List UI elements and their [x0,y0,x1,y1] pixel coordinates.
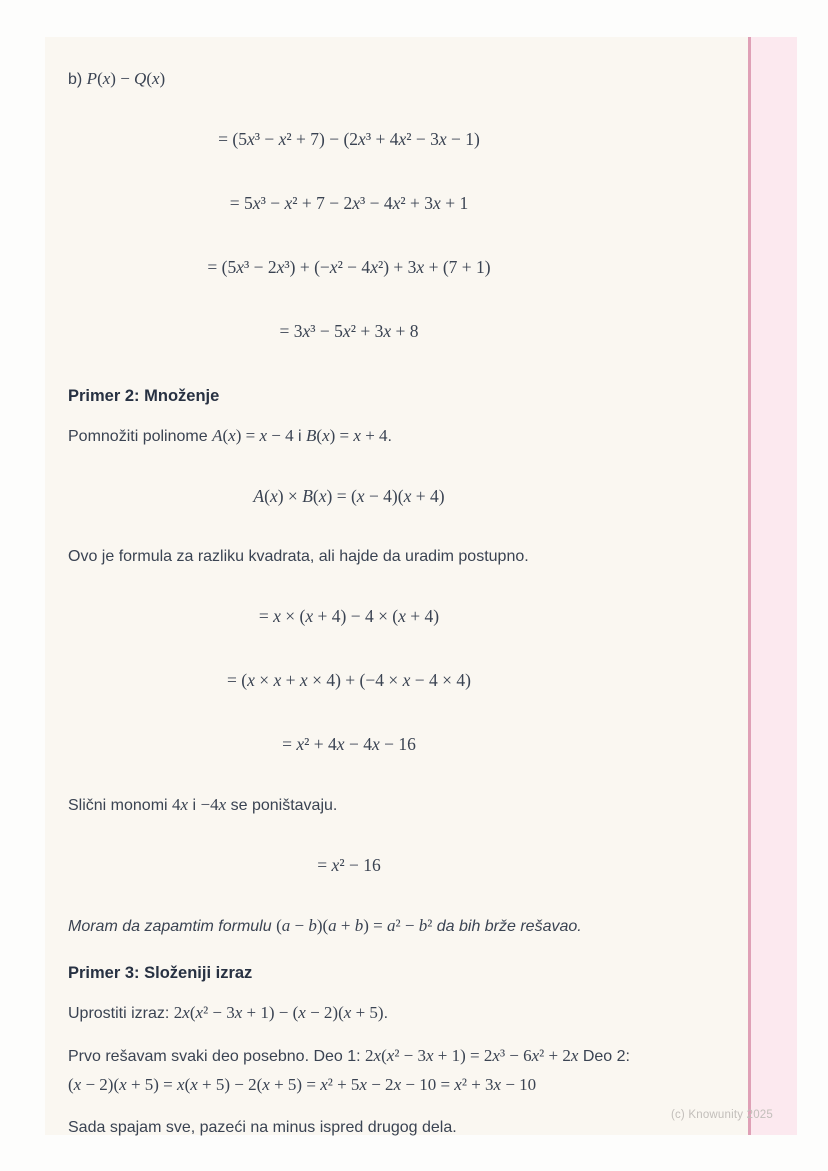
paragraph [68,791,630,820]
section-heading-primer-3: Primer 3: Složeniji izraz [68,964,253,982]
document-page [45,37,797,1135]
document-content [45,37,630,1142]
math-expression: A(x) × B(x) = (x − 4)(x + 4) [253,486,445,506]
equation-line [68,713,630,777]
math-expression: = (x × x + x × 4) + (−4 × x − 4 × 4) [227,670,471,690]
highlight-stripe [748,37,797,1135]
math-expression: −4x [200,795,227,814]
equation-line [68,108,630,172]
math-expression: = x² + 4x − 4x − 16 [282,734,416,754]
equation-line [68,585,630,649]
problem-label [68,65,630,94]
text-run: i [188,797,201,814]
math-expression: = 3x³ − 5x² + 3x + 8 [279,321,419,341]
math-expression: = x² − 16 [317,855,381,875]
paragraph [68,422,630,451]
text-run: . [387,428,392,445]
text-run: Ovo je formula za razliku kvadrata, ali hajde da uradim postupno. [68,548,529,565]
equation-line [68,465,630,529]
math-expression: P(x) − Q(x) [86,69,166,88]
text-run: Moram da zapamtim formulu [68,918,277,935]
math-expression: 4x [172,795,189,814]
text-run: da bih brže rešavao. [432,918,582,935]
paragraph [68,1114,630,1142]
problem-label-text: b) [68,71,87,88]
math-expression: (a − b)(a + b) = a² − b² [276,916,433,935]
math-expression: A(x) = x − 4 [212,426,294,445]
equation-line [68,834,630,898]
text-run: Slični monomi [68,797,173,814]
math-expression: = 5x³ − x² + 7 − 2x³ − 4x² + 3x + 1 [229,193,469,213]
paragraph [68,543,630,571]
math-expression: = (5x³ − 2x³) + (−x² − 4x²) + 3x + (7 + 1) [207,257,491,277]
equation-line [68,649,630,713]
paragraph [68,1042,630,1100]
math-expression: = (5x³ − x² + 7) − (2x³ + 4x² − 3x − 1) [218,129,480,149]
math-expression: (x − 2)(x + 5) = x(x + 5) − 2(x + 5) = x² + 5x − 2x − 10 = x² + 3x − 10 [68,1075,537,1094]
text-run: i [293,428,307,445]
watermark: (c) Knowunity 2025 [670,1109,773,1121]
paragraph [68,999,630,1028]
text-run: Pomnožiti polinome [68,428,213,445]
math-expression: B(x) = x + 4 [306,426,388,445]
math-expression: 2x(x² − 3x + 1) = 2x³ − 6x² + 2x [365,1046,579,1065]
text-run: Sada spajam sve, pazeći na minus ispred drugog dela. [68,1119,457,1136]
text-run: se poništavaju. [226,797,338,814]
text-run: . [383,1005,389,1022]
note-paragraph [68,912,630,941]
math-expression: 2x(x² − 3x + 1) − (x − 2)(x + 5) [173,1003,384,1022]
equation-line [68,172,630,236]
equation-line [68,300,630,364]
text-run: Uprostiti izraz: [68,1005,174,1022]
section-heading-primer-2: Primer 2: Množenje [68,387,220,405]
text-run: Deo 2: [578,1048,630,1065]
text-run: Prvo rešavam svaki deo posebno. Deo 1: [68,1048,366,1065]
equation-line [68,236,630,300]
math-expression: = x × (x + 4) − 4 × (x + 4) [258,606,440,626]
